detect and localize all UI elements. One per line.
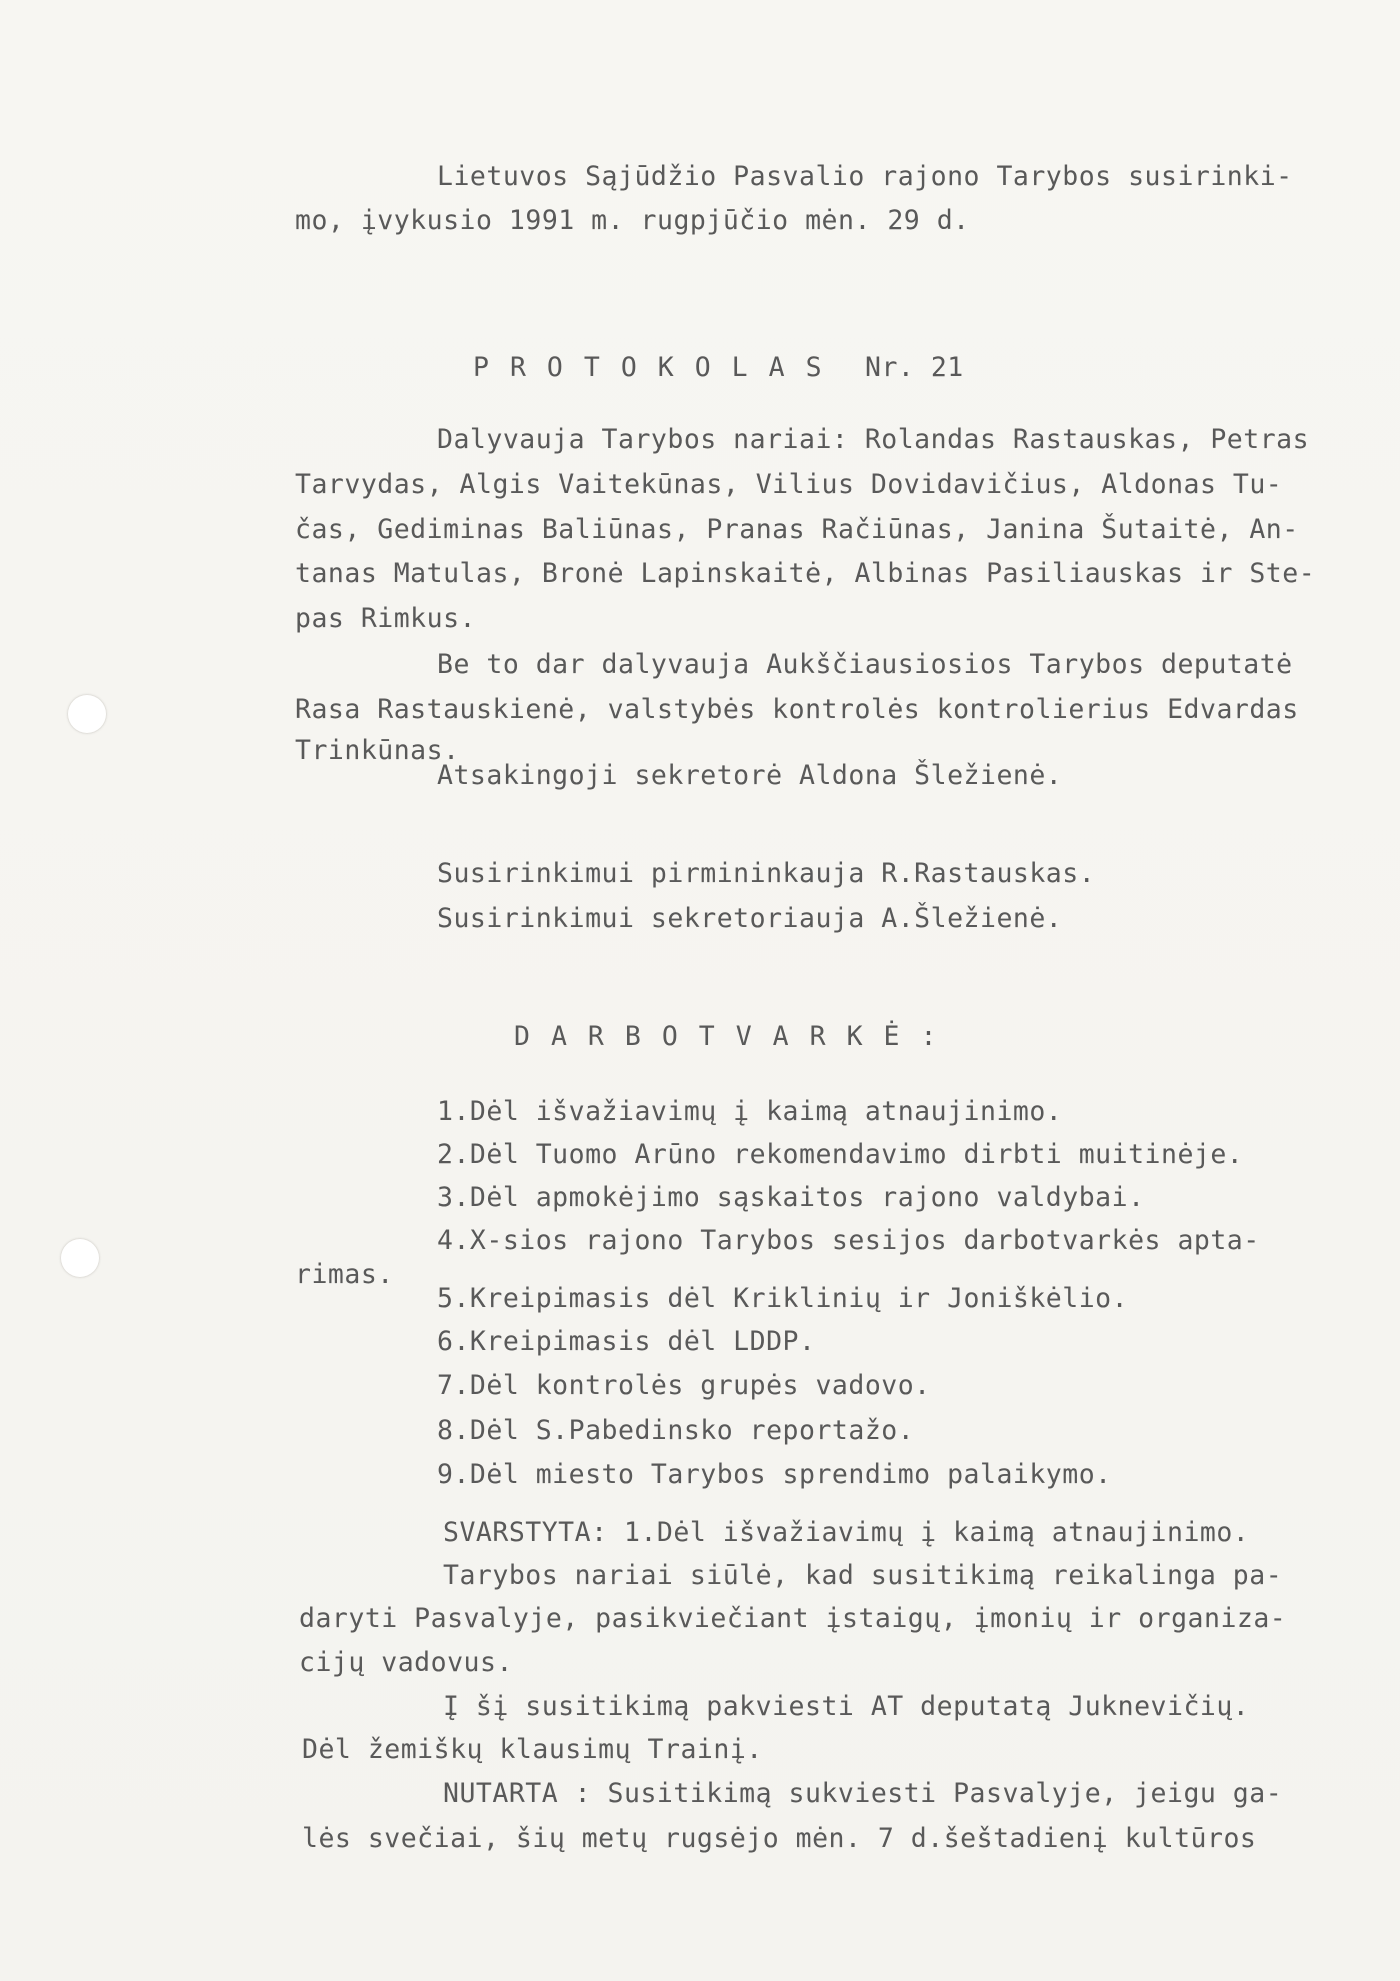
attendance-line: Tarvydas, Algis Vaitekūnas, Vilius Dovidavičius, Aldonas Tu- — [295, 469, 1283, 500]
protocol-title: PROTOKOLAS — [473, 352, 843, 383]
agenda-item: 3.Dėl apmokėjimo sąskaitos rajono valdybai. — [437, 1182, 1145, 1213]
punch-hole — [67, 694, 107, 734]
agenda-title: DARBOTVARKĖ: — [514, 1021, 958, 1052]
agenda-item: 6.Kreipimasis dėl LDDP. — [437, 1326, 816, 1357]
agenda-item: 8.Dėl S.Pabedinsko reportažo. — [437, 1415, 915, 1446]
protocol-number: Nr. 21 — [865, 352, 964, 383]
secretary-line: Atsakingoji sekretorė Aldona Šležienė. — [437, 760, 1063, 791]
chair-line: Susirinkimui pirmininkauja R.Rastauskas. — [437, 858, 1096, 889]
discussion-line: cijų vadovus. — [299, 1647, 513, 1678]
also-attending-line: Rasa Rastauskienė, valstybės kontrolės kontrolierius Edvardas — [295, 694, 1299, 725]
agenda-item: 2.Dėl Tuomo Arūno rekomendavimo dirbti muitinėje. — [437, 1139, 1244, 1170]
attendance-line: Dalyvauja Tarybos nariai: Rolandas Rastauskas, Petras — [437, 424, 1310, 455]
decision-line: NUTARTA : Susitikimą sukviesti Pasvalyje, jeigu ga- — [443, 1778, 1283, 1809]
agenda-item: 9.Dėl miesto Tarybos sprendimo palaikymo. — [437, 1459, 1112, 1490]
header-line: mo, įvykusio 1991 m. rugpjūčio mėn. 29 d. — [295, 205, 970, 236]
discussion-line: Tarybos nariai siūlė, kad susitikimą reikalinga pa- — [443, 1560, 1283, 1591]
agenda-item: 7.Dėl kontrolės grupės vadovo. — [437, 1370, 931, 1401]
discussion-line: daryti Pasvalyje, pasikviečiant įstaigų, įmonių ir organiza- — [299, 1603, 1287, 1634]
decision-line: lės svečiai, šių metų rugsėjo mėn. 7 d.šeštadienį kultūros — [302, 1823, 1257, 1854]
agenda-item: 5.Kreipimasis dėl Kriklinių ir Joniškėlio. — [437, 1283, 1129, 1314]
also-attending-line: Be to dar dalyvauja Aukščiausiosios Tarybos deputatė — [437, 649, 1293, 680]
attendance-line: tanas Matulas, Bronė Lapinskaitė, Albinas Pasiliauskas ir Ste- — [295, 558, 1316, 589]
agenda-item: 1.Dėl išvažiavimų į kaimą atnaujinimo. — [437, 1096, 1063, 1127]
attendance-line: pas Rimkus. — [295, 603, 476, 634]
attendance-line: čas, Gediminas Baliūnas, Pranas Račiūnas, Janina Šutaitė, An- — [295, 514, 1299, 545]
minutes-taker-line: Susirinkimui sekretoriauja A.Šležienė. — [437, 903, 1063, 934]
header-line: Lietuvos Sąjūdžio Pasvalio rajono Tarybos susirinki- — [437, 161, 1293, 192]
discussion-line: Į šį susitikimą pakviesti AT deputatą Juknevičių. — [443, 1691, 1250, 1722]
agenda-item: 4.X-sios rajono Tarybos sesijos darbotvarkės apta- — [437, 1225, 1260, 1256]
discussion-line: Dėl žemiškų klausimų Trainį. — [302, 1734, 763, 1765]
discussion-line: SVARSTYTA: 1.Dėl išvažiavimų į kaimą atnaujinimo. — [443, 1517, 1250, 1548]
also-attending-line: Trinkūnas. — [295, 735, 460, 766]
agenda-item: rimas. — [295, 1259, 394, 1290]
punch-hole — [60, 1238, 100, 1278]
